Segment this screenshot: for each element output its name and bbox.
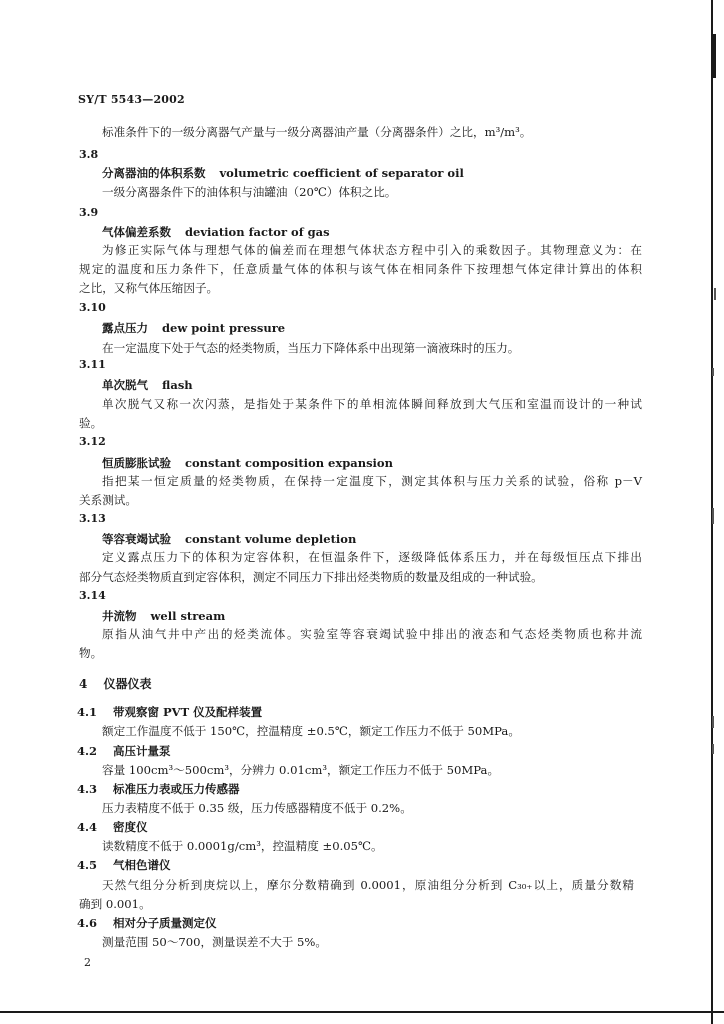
- clause-number: 3.12: [79, 435, 106, 448]
- subclause-title: 密度仪: [113, 820, 148, 834]
- term-cn: 分离器油的体积系数: [102, 166, 206, 180]
- term-heading: [102, 320, 285, 336]
- subclause-title: 带观察窗 PVT 仪及配样装置: [113, 705, 263, 719]
- term-heading: [102, 455, 393, 471]
- subclause-heading: [77, 781, 240, 797]
- term-en: deviation factor of gas: [185, 225, 330, 239]
- scan-edge-top-mark: [713, 34, 716, 78]
- subclause-text: 压力表精度不低于 0.35 级，压力传感器精度不低于 0.2%。: [102, 801, 412, 815]
- clause-number: 3.13: [79, 512, 106, 525]
- subclause-title: 高压计量泵: [113, 744, 171, 758]
- term-cn: 恒质膨胀试验: [102, 456, 171, 470]
- term-heading: [102, 165, 464, 181]
- definition-line: 一级分离器条件下的油体积与油罐油（20℃）体积之比。: [102, 185, 397, 199]
- definition-line: 为修正实际气体与理想气体的偏差而在理想气体状态方程中引入的乘数因子。其物理意义为：在: [102, 243, 642, 257]
- definition-line: 定义露点压力下的体积为定容体积，在恒温条件下，逐级降低体系压力，并在每级恒压点下排出: [102, 550, 642, 564]
- clause-number: 3.9: [79, 206, 99, 219]
- scan-edge-bottom: [0, 1011, 724, 1013]
- scan-mark: [714, 288, 716, 300]
- subclause-heading: [77, 857, 171, 873]
- term-en: dew point pressure: [162, 321, 286, 335]
- subclause-text: 天然气组分分析到庚烷以上，摩尔分数精确到 0.0001，原油组分分析到 C₃₀₊以上，质量分数精: [102, 878, 634, 892]
- term-en: constant volume depletion: [185, 532, 357, 546]
- definition-line: 原指从油气井中产出的烃类流体。实验室等容衰竭试验中排出的液态和气态烃类物质也称井流: [102, 627, 642, 641]
- definition-line: 关系测试。: [79, 493, 137, 507]
- term-heading: [102, 377, 193, 393]
- subclause-title: 标准压力表或压力传感器: [113, 782, 240, 796]
- term-heading: [102, 608, 225, 624]
- term-cn: 井流物: [102, 609, 137, 623]
- term-heading: [102, 224, 330, 240]
- clause-number: 3.10: [79, 301, 106, 314]
- definition-line: 部分气态烃类物质直到定容体积，测定不同压力下排出烃类物质的数量及组成的一种试验。: [79, 570, 543, 584]
- term-cn: 气体偏差系数: [102, 225, 171, 239]
- subclause-title: 气相色谱仪: [113, 858, 171, 872]
- section-heading: [79, 675, 152, 692]
- section-number: 4: [79, 677, 88, 691]
- subclause-number: 4.6: [77, 916, 98, 930]
- clause-number: 3.11: [79, 358, 106, 371]
- term-cn: 单次脱气: [102, 378, 148, 392]
- scan-mark: [712, 368, 714, 376]
- definition-line: 之比，又称气体压缩因子。: [79, 281, 219, 295]
- subclause-title: 相对分子质量测定仪: [113, 916, 217, 930]
- scan-mark: [712, 744, 714, 754]
- page-number: 2: [84, 956, 91, 969]
- term-heading: [102, 531, 356, 547]
- section-title: 仪器仪表: [103, 677, 152, 691]
- subclause-number: 4.4: [77, 820, 98, 834]
- term-en: volumetric coefficient of separator oil: [219, 166, 464, 180]
- subclause-number: 4.5: [77, 858, 98, 872]
- term-en: flash: [162, 378, 193, 392]
- subclause-text: 确到 0.001。: [79, 897, 151, 911]
- term-cn: 露点压力: [102, 321, 148, 335]
- subclause-heading: [77, 704, 262, 720]
- subclause-number: 4.1: [77, 705, 98, 719]
- definition-line: 指把某一恒定质量的烃类物质，在保持一定温度下，测定其体积与压力关系的试验，俗称 p－V: [102, 474, 642, 488]
- scan-mark: [712, 716, 714, 728]
- subclause-text: 测量范围 50～700，测量误差不大于 5%。: [102, 935, 327, 949]
- definition-line: 在一定温度下处于气态的烃类物质，当压力下降体系中出现第一滴液珠时的压力。: [102, 341, 520, 355]
- term-en: constant composition expansion: [185, 456, 393, 470]
- definition-line: 规定的温度和压力条件下，任意质量气体的体积与该气体在相同条件下按理想气体定律计算出的体积: [79, 262, 642, 276]
- subclause-heading: [77, 819, 148, 835]
- document-code: SY/T 5543—2002: [78, 93, 185, 106]
- definition-line: 标准条件下的一级分离器气产量与一级分离器油产量（分离器条件）之比，m³/m³。: [102, 125, 532, 139]
- scan-mark: [712, 508, 714, 524]
- subclause-heading: [77, 743, 171, 759]
- term-en: well stream: [150, 609, 226, 623]
- clause-number: 3.14: [79, 589, 106, 602]
- definition-line: 物。: [79, 646, 103, 660]
- subclause-number: 4.3: [77, 782, 98, 796]
- subclause-text: 容量 100cm³～500cm³，分辨力 0.01cm³，额定工作压力不低于 50MPa。: [102, 763, 500, 777]
- subclause-text: 额定工作温度不低于 150℃，控温精度 ±0.5℃，额定工作压力不低于 50MPa。: [102, 724, 520, 738]
- subclause-number: 4.2: [77, 744, 98, 758]
- term-cn: 等容衰竭试验: [102, 532, 171, 546]
- definition-line: 验。: [79, 416, 103, 430]
- subclause-text: 读数精度不低于 0.0001g/cm³，控温精度 ±0.05℃。: [102, 839, 383, 853]
- subclause-heading: [77, 915, 217, 931]
- clause-number: 3.8: [79, 148, 99, 161]
- definition-line: 单次脱气又称一次闪蒸，是指处于某条件下的单相流体瞬间释放到大气压和室温而设计的一种试: [102, 397, 642, 411]
